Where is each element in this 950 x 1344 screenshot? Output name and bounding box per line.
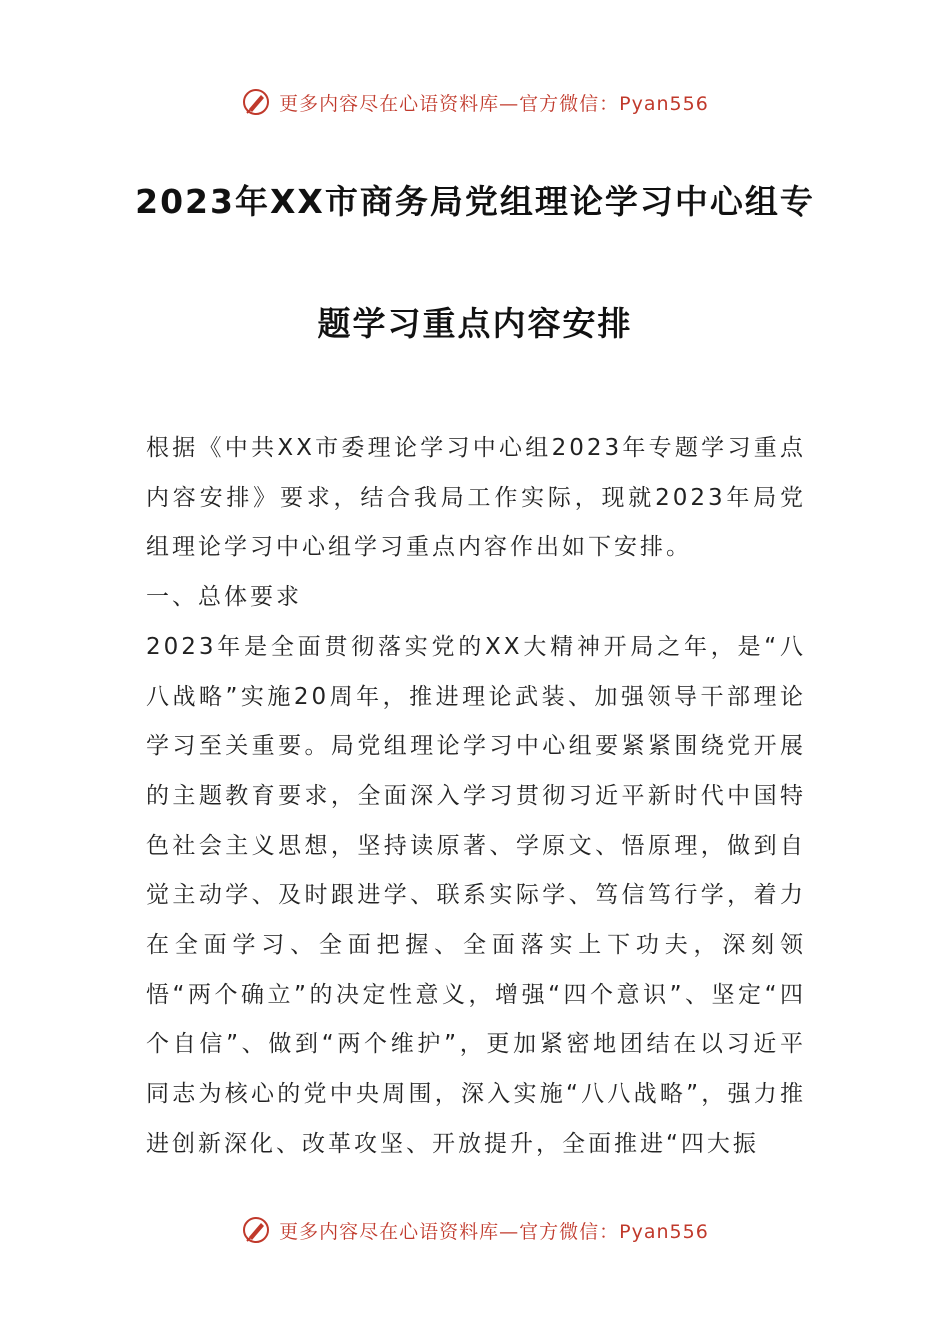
footer-banner-label: 更多内容尽在心语资料库—官方微信： <box>279 1220 620 1243</box>
header-banner-label: 更多内容尽在心语资料库—官方微信： <box>279 92 620 115</box>
section1-heading: 一、总体要求 <box>146 584 302 611</box>
header-banner <box>0 82 950 122</box>
header-wechat-id: Pyan556 <box>619 92 709 115</box>
section1-paragraph: 2023年是全面贯彻落实党的XX大精神开局之年，是“八八战略”实施20周年，推进理论武装、加强领导干部理论学习至关重要。局党组理论学习中心组要紧紧围绕党开展的主题教育要求，全面深入学习贯彻习近平新时代中国特色社会主义思想，坚持读原著、学原文、悟原理，做到自觉主动学、及时跟进学、联系实际学、笃信笃行学，着力在全面学习、全面把握、全面落实上下功夫，深刻领悟“两个确立”的决定性意义，增强“四个意识”、坚定“四个自信”、做到“两个维护”，更加紧密地团结在以习近平同志为核心的党中央周围，深入实施“八八战略”，强力推进创新深化、改革攻坚、开放提升，全面推进“四大振 <box>146 633 806 1157</box>
footer-wechat-id: Pyan556 <box>619 1220 709 1243</box>
document-title-line2: 题学习重点内容安排 <box>317 304 633 343</box>
intro-paragraph: 根据《中共XX市委理论学习中心组2023年专题学习重点内容安排》要求，结合我局工作实际，现就2023年局党组理论学习中心组学习重点内容作出如下安排。 <box>146 435 806 561</box>
pen-circle-logo-icon <box>241 1215 271 1245</box>
footer-banner-text <box>279 1217 709 1244</box>
footer-banner <box>0 1210 950 1250</box>
document-title-line1: 2023年XX市商务局党组理论学习中心组专 <box>135 182 815 221</box>
pen-circle-logo-icon <box>241 87 271 117</box>
header-banner-text <box>279 89 709 116</box>
document-body <box>146 424 806 1170</box>
